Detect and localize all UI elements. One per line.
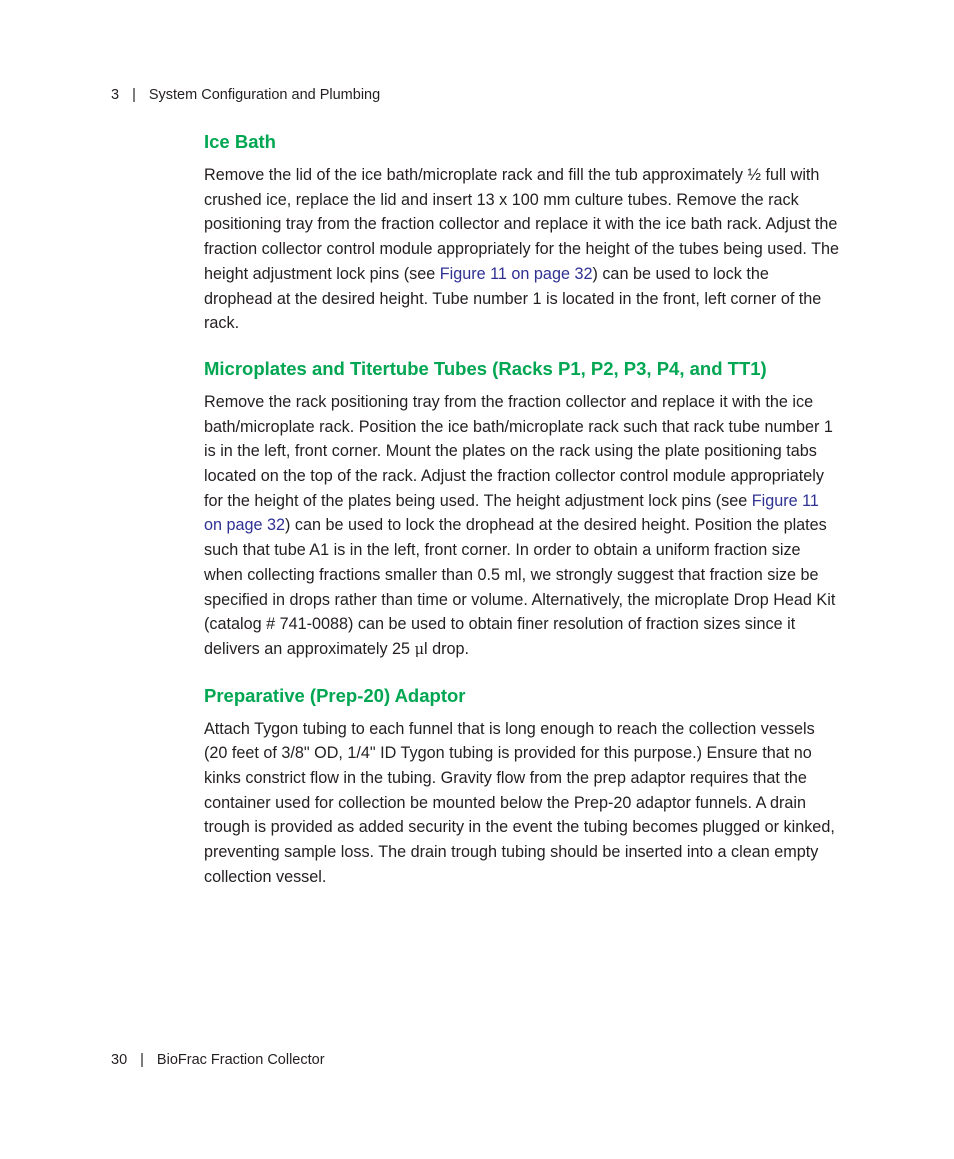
figure-link[interactable]: Figure 11 on page 32 (204, 491, 819, 535)
section-heading: Preparative (Prep-20) Adaptor (204, 684, 466, 706)
paragraph-text: Remove the lid of the ice bath/microplate rack and fill the tub approximately ½ full with crushed ice, replace the lid and insert 13 x 100 mm culture tubes. Remove the rack positioning tray from the fraction collector and replace it with the ice bath rack. Adjust the fraction collector control module appropriately for the height of the tubes being used. The height adjustment lock pins (see (204, 166, 839, 283)
chapter-title: System Configuration and Plumbing (148, 87, 381, 103)
running-header (111, 87, 380, 103)
paragraph-text: Attach Tygon tubing to each funnel that is long enough to reach the collection vessels (20 feet of 3/8" OD, 1/4" ID Tygon tubing is provided for this purpose.) Ensure that no kinks constrict flow in the tubing. Gravity flow from the prep adaptor requires that the container used for collection be mounted below the Prep-20 adaptor funnels. A drain trough is provided as added security in the event the tubing becomes plugged or kinked, preventing sample loss. The drain trough tubing should be inserted into a clean empty collection vessel. (204, 719, 835, 886)
main-content (204, 130, 840, 911)
section-ice-bath (204, 130, 840, 336)
chapter-number: 3 (111, 87, 120, 103)
book-title: BioFrac Fraction Collector (156, 1052, 325, 1068)
section-heading: Ice Bath (204, 131, 276, 152)
section-paragraph (204, 717, 840, 890)
footer-separator: | (140, 1052, 144, 1068)
paragraph-text: ) can be used to lock the drophead at the desired height. Position the plates such that tube A1 is in the left, front corner. In order to obtain a uniform fraction size when collecting fractions smaller than 0.5 ml, we strongly suggest that fraction size be specified in drops rather than time or volume. Alternatively, the microplate Drop Head Kit (catalog # 741-0088) can be used to obtain finer resolution of fraction sizes since it delivers an approximately 25 (204, 516, 836, 658)
section-paragraph (204, 163, 840, 336)
header-separator: | (132, 87, 136, 103)
page-number: 30 (111, 1052, 128, 1068)
paragraph-text: ) can be used to lock the drophead at the desired height. Tube number 1 is located in the front, left corner of the rack. (204, 264, 822, 333)
section-heading: Microplates and Titertube Tubes (Racks P1, P2, P3, P4, and TT1) (204, 357, 767, 379)
section-prep-adaptor (204, 684, 840, 890)
paragraph-text: l drop. (424, 639, 469, 658)
section-paragraph (204, 390, 840, 663)
paragraph-text: Remove the rack positioning tray from the fraction collector and replace it with the ice bath/microplate rack. Position the ice bath/microplate rack such that rack tube number 1 is in the left, front corner. Mount the plates on the rack using the plate positioning tabs located on the top of the rack. Adjust the fraction collector control module appropriately for the height of the plates being used. The height adjustment lock pins (see (204, 392, 833, 510)
micro-symbol: μ (414, 641, 424, 658)
figure-link[interactable]: Figure 11 on page 32 (439, 264, 593, 283)
section-microplates (204, 357, 840, 663)
running-footer (111, 1052, 325, 1068)
